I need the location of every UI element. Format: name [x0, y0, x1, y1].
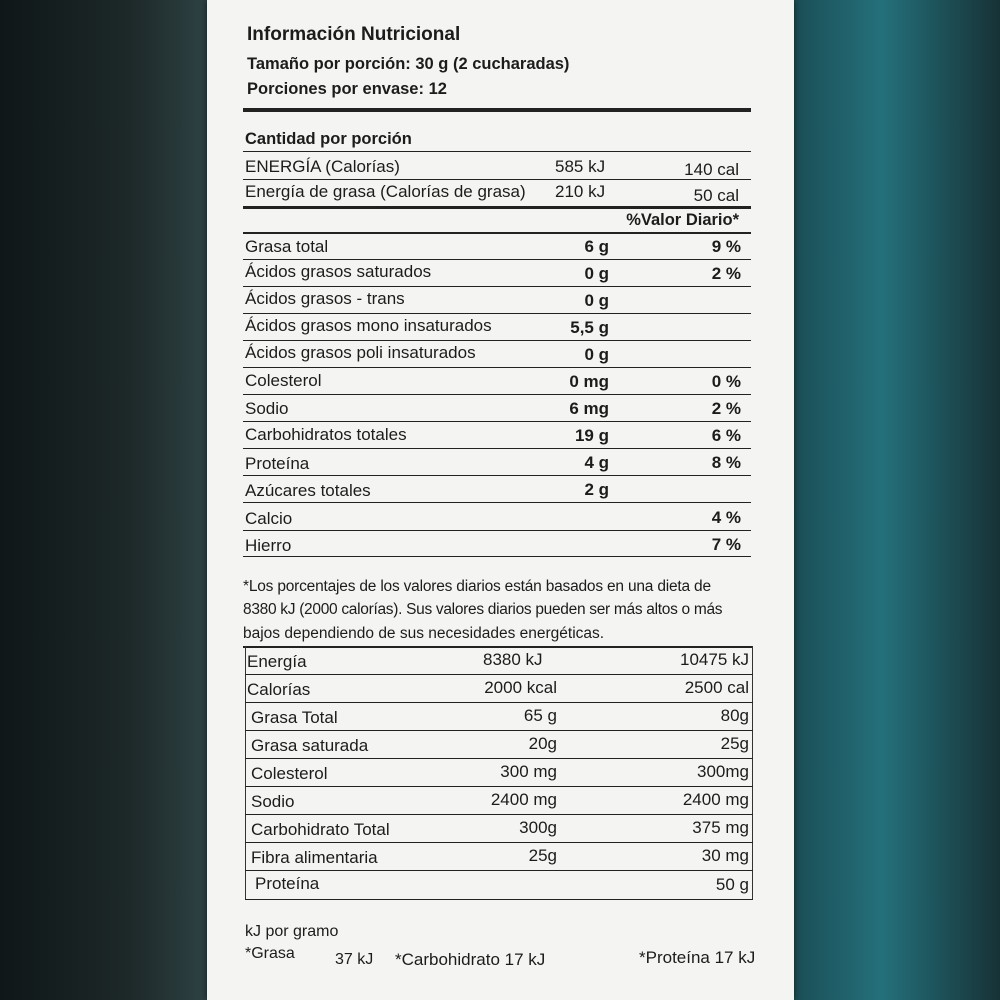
divider [245, 730, 753, 731]
ref-label: Energía [247, 652, 307, 671]
nutrient-amount: 6 g [584, 237, 609, 256]
energy-label: ENERGÍA (Calorías) [245, 157, 400, 176]
ref-value-2500: 2400 mg [682, 790, 749, 809]
divider [245, 702, 753, 703]
ref-value-2000: 300g [519, 818, 557, 837]
ref-value-2000: 20g [528, 734, 557, 753]
kj-per-gram-title: kJ por gramo [245, 923, 339, 940]
nutrient-amount: 0 g [584, 264, 609, 283]
nutrient-dv: 7 % [711, 535, 741, 554]
nutrient-name: Ácidos grasos poli insaturados [245, 343, 476, 362]
background-right [785, 0, 1000, 1000]
background-left [0, 0, 215, 1000]
divider [243, 394, 751, 395]
nutrient-name: Grasa total [245, 237, 329, 256]
nutrient-amount: 4 g [584, 453, 609, 472]
table-top-border [243, 646, 753, 648]
ref-value-2500: 80g [720, 706, 749, 725]
label-title: Información Nutricional [247, 24, 461, 45]
divider [243, 232, 751, 234]
divider [243, 448, 751, 449]
nutrient-name: Proteína [245, 454, 310, 473]
nutrient-dv: 0 % [711, 372, 741, 391]
nutrient-amount: 0 mg [569, 372, 609, 391]
ref-label: Fibra alimentaria [251, 848, 378, 867]
ref-value-2500: 300mg [697, 762, 749, 781]
footnote-line: bajos dependiendo de sus necesidades energéticas. [243, 625, 605, 642]
nutrient-name: Azúcares totales [245, 481, 371, 500]
thick-divider [243, 108, 751, 112]
serving-size: Tamaño por porción: 30 g (2 cucharadas) [247, 55, 570, 73]
divider [243, 151, 751, 152]
ref-value-2000: 65 g [523, 706, 557, 725]
nutrient-dv: 4 % [711, 508, 741, 527]
ref-value-2000: 2000 kcal [484, 678, 557, 697]
nutrient-dv: 6 % [711, 426, 741, 445]
divider [243, 556, 751, 557]
kj-protein: *Proteína 17 kJ [639, 948, 756, 967]
fat-energy-kj: 210 kJ [555, 182, 606, 201]
ref-value-2500: 10475 kJ [680, 650, 749, 669]
ref-label: Sodio [251, 792, 295, 811]
nutrient-name: Ácidos grasos - trans [245, 289, 405, 308]
ref-label: Grasa saturada [251, 736, 369, 755]
footnote-line: *Los porcentajes de los valores diarios están basados en una dieta de [243, 578, 711, 595]
divider [243, 259, 751, 260]
divider [243, 313, 751, 314]
kj-fat-value: 37 kJ [335, 951, 374, 968]
divider [243, 179, 751, 180]
divider [245, 786, 753, 787]
table-bottom-border [245, 899, 753, 900]
nutrient-dv: 9 % [711, 237, 741, 256]
servings-per-container: Porciones por envase: 12 [247, 80, 447, 98]
divider [245, 842, 753, 843]
nutrient-amount: 0 g [584, 291, 609, 310]
ref-value-2500: 25g [720, 734, 749, 753]
ref-label: Carbohidrato Total [251, 820, 390, 839]
ref-label: Proteína [255, 874, 320, 893]
nutrient-dv: 2 % [711, 264, 741, 283]
nutrient-dv: 8 % [711, 453, 741, 472]
kj-carb: *Carbohidrato 17 kJ [395, 950, 546, 969]
ref-label: Colesterol [251, 764, 328, 783]
nutrient-amount: 0 g [584, 345, 609, 364]
amount-per-serving: Cantidad por porción [245, 130, 412, 148]
ref-value-2500: 2500 cal [684, 678, 749, 697]
footnote-line: 8380 kJ (2000 calorías). Sus valores diarios pueden ser más altos o más [243, 601, 723, 618]
divider-thick [243, 206, 751, 209]
energy-kj: 585 kJ [555, 157, 606, 176]
nutrient-amount: 19 g [574, 426, 609, 445]
divider [243, 286, 751, 287]
divider [243, 421, 751, 422]
divider [245, 870, 753, 871]
kj-fat-label: *Grasa [245, 945, 295, 962]
ref-label: Calorías [247, 680, 311, 699]
divider [245, 758, 753, 759]
nutrient-name: Sodio [245, 399, 289, 418]
energy-cal: 140 cal [684, 160, 739, 179]
divider [243, 340, 751, 341]
ref-value-2000: 2400 mg [490, 790, 557, 809]
table-left-border [245, 646, 246, 900]
ref-value-2000: 300 mg [500, 762, 557, 781]
ref-value-2000: 8380 kJ [483, 650, 543, 669]
nutrition-label [207, 0, 794, 1000]
divider [245, 674, 753, 675]
nutrient-name: Ácidos grasos saturados [245, 262, 432, 281]
nutrient-dv: 2 % [711, 399, 741, 418]
nutrient-name: Calcio [245, 509, 293, 528]
nutrient-name: Hierro [245, 536, 292, 555]
nutrient-amount: 5,5 g [570, 318, 609, 337]
ref-value-2000: 25g [528, 846, 557, 865]
divider [245, 814, 753, 815]
nutrient-amount: 2 g [584, 480, 609, 499]
divider [243, 502, 751, 503]
ref-label: Grasa Total [251, 708, 338, 727]
nutrient-name: Colesterol [245, 371, 322, 390]
fat-energy-cal: 50 cal [693, 186, 739, 205]
nutrient-name: Carbohidratos totales [245, 425, 407, 444]
daily-value-header: %Valor Diario* [626, 211, 739, 229]
ref-value-2500: 50 g [715, 875, 749, 894]
table-right-border [752, 646, 753, 900]
divider [243, 530, 751, 531]
fat-energy-label: Energía de grasa (Calorías de grasa) [245, 182, 526, 201]
ref-value-2500: 375 mg [692, 818, 749, 837]
divider [243, 475, 751, 476]
ref-value-2500: 30 mg [701, 846, 749, 865]
nutrient-amount: 6 mg [569, 399, 609, 418]
nutrient-name: Ácidos grasos mono insaturados [245, 316, 492, 335]
divider [243, 367, 751, 368]
